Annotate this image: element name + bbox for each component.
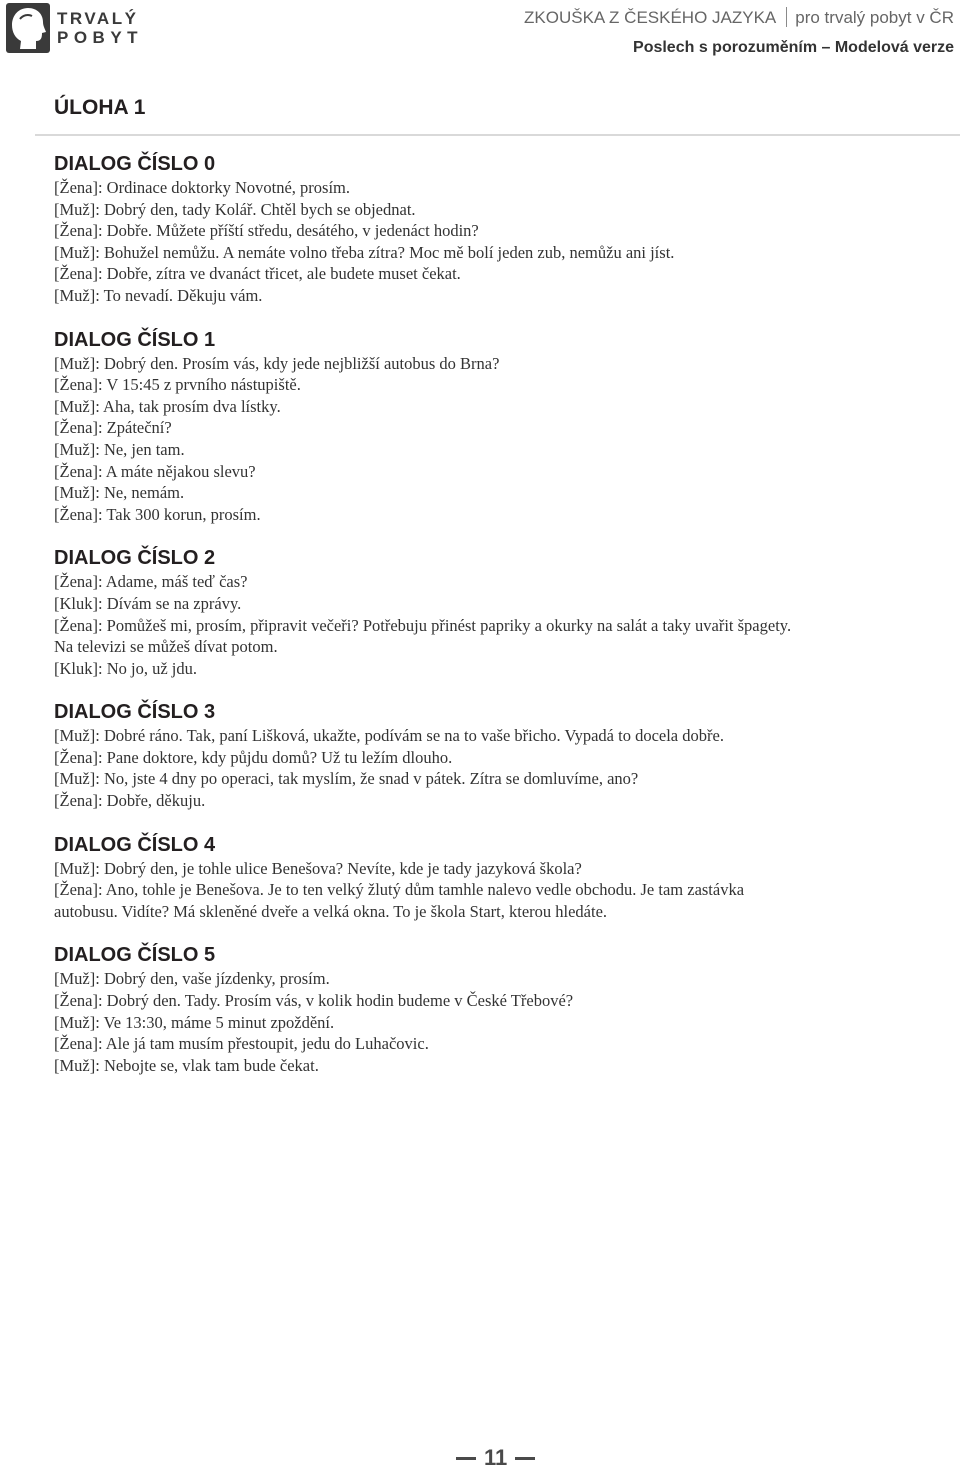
dialog-line: autobusu. Vidíte? Má skleněné dveře a velká okna. To je škola Start, kterou hledáte. [54, 901, 608, 921]
page-number-dash-right [515, 1457, 535, 1460]
page-number-text: 11 [484, 1445, 508, 1470]
section-title: Poslech s porozuměním – Modelová verze [633, 39, 954, 56]
exam-subtitle: pro trvalý pobyt v ČR [795, 8, 954, 27]
dialog-line: [Muž]: Ve 13:30, máme 5 minut zpoždění. [54, 1012, 335, 1032]
dialog-line: [Muž]: Bohužel nemůžu. A nemáte volno třeba zítra? Moc mě bolí jeden zub, nemůžu ani jíst. [54, 242, 675, 262]
dialog-line: [Žena]: Adame, máš teď čas? [54, 572, 248, 592]
logo-line-1: TRVALÝ [57, 9, 139, 28]
dialog-line: [Žena]: Dobře, zítra ve dvanáct třicet, ale budete muset čekat. [54, 264, 461, 284]
dialog-1 [54, 327, 944, 526]
dialog-line: [Muž]: Nebojte se, vlak tam bude čekat. [54, 1055, 319, 1075]
dialog-line: [Žena]: Ale já tam musím přestoupit, jedu do Luhačovic. [54, 1034, 429, 1054]
exam-title: ZKOUŠKA Z ČESKÉHO JAZYKA [524, 8, 777, 27]
logo-line-2: POBYT [57, 28, 144, 47]
dialog-line: [Muž]: Ne, nemám. [54, 483, 185, 503]
dialog-line: [Muž]: Dobrý den, vaše jízdenky, prosím. [54, 969, 330, 989]
dialog-title: DIALOG ČÍSLO 3 [54, 701, 216, 724]
dialog-line: [Muž]: Dobrý den, tady Kolář. Chtěl bych se objednat. [54, 199, 416, 219]
task-title: ÚLOHA 1 [54, 96, 146, 119]
dialog-title: DIALOG ČÍSLO 5 [54, 944, 216, 967]
dialog-line: [Žena]: Zpáteční? [54, 418, 172, 438]
dialog-line: [Žena]: Dobře, děkuju. [54, 791, 206, 811]
dialog-line: [Muž]: No, jste 4 dny po operaci, tak myslím, že snad v pátek. Zítra se domluvíme, ano? [54, 769, 639, 789]
dialog-title: DIALOG ČÍSLO 4 [54, 833, 216, 856]
dialog-line: [Muž]: Dobré ráno. Tak, paní Lišková, ukažte, podívám se na to vaše břicho. Vypadá to docela dobře. [54, 726, 724, 746]
dialog-line: [Žena]: Pane doktore, kdy půjdu domů? Už tu ležím dlouho. [54, 747, 453, 767]
dialog-line: [Muž]: Aha, tak prosím dva lístky. [54, 396, 281, 416]
divider [35, 134, 960, 136]
dialog-line: [Žena]: Ordinace doktorky Novotné, prosím. [54, 178, 351, 197]
dialog-line: [Žena]: Pomůžeš mi, prosím, připravit večeři? Potřebuju přinést papriky a okurky na salát a taky uvařit špagety. [54, 615, 792, 635]
header-separator [786, 7, 787, 27]
dialog-2 [54, 545, 944, 679]
dialog-0 [54, 151, 944, 307]
page-number [456, 1445, 535, 1471]
dialog-line: [Kluk]: Dívám se na zprávy. [54, 593, 242, 613]
head-silhouette-icon [6, 3, 50, 53]
dialog-line: [Kluk]: No jo, už jdu. [54, 658, 197, 678]
page-number-dash-left [456, 1457, 476, 1460]
dialog-line: Na televizi se můžeš dívat potom. [54, 637, 278, 657]
dialog-line: [Žena]: A máte nějakou slevu? [54, 461, 256, 481]
logo [6, 2, 156, 54]
dialog-title: DIALOG ČÍSLO 2 [54, 547, 216, 570]
dialog-line: [Muž]: Dobrý den, je tohle ulice Benešova? Nevíte, kde je tady jazyková škola? [54, 858, 582, 878]
dialog-title: DIALOG ČÍSLO 1 [54, 328, 216, 351]
exam-title-line [524, 7, 954, 28]
dialog-line: [Muž]: Dobrý den. Prosím vás, kdy jede nejbližší autobus do Brna? [54, 353, 500, 373]
dialog-5 [54, 942, 944, 1076]
dialog-line: [Žena]: V 15:45 z prvního nástupiště. [54, 375, 301, 395]
dialog-line: [Muž]: Ne, jen tam. [54, 439, 185, 459]
dialog-line: [Žena]: Tak 300 korun, prosím. [54, 504, 261, 524]
dialog-title: DIALOG ČÍSLO 0 [54, 153, 216, 175]
dialog-line: [Žena]: Ano, tohle je Benešova. Je to ten velký žlutý dům tamhle nalevo vedle obchodu. Je tam zastávka [54, 880, 745, 900]
dialog-line: [Žena]: Dobrý den. Tady. Prosím vás, v kolik hodin budeme v České Třebové? [54, 991, 574, 1011]
dialog-line: [Muž]: To nevadí. Děkuju vám. [54, 285, 263, 305]
dialog-line: [Žena]: Dobře. Můžete příští středu, desátého, v jedenáct hodin? [54, 221, 479, 241]
dialog-4 [54, 832, 944, 923]
dialog-list [54, 151, 944, 1096]
dialog-3 [54, 699, 944, 811]
